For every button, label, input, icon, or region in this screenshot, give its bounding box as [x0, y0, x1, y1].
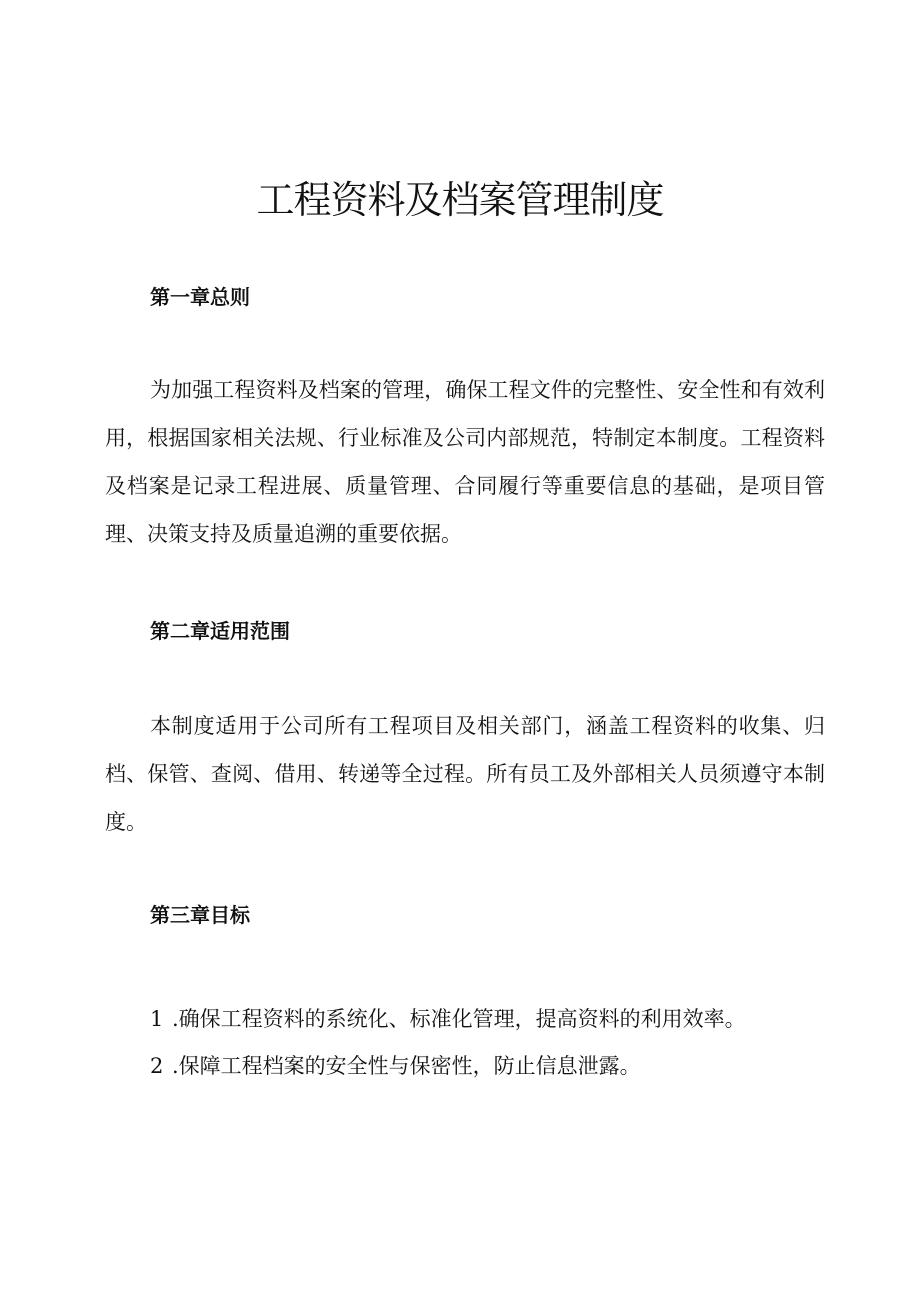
- chapter-1-paragraph: 为加强工程资料及档案的管理，确保工程文件的完整性、安全性和有效利用，根据国家相关法规、行业标准及公司内部规范，特制定本制度。工程资料及档案是记录工程进展、质量管理、合同履行等重要信息的基础，是项目管理、决策支持及质量追溯的重要依据。: [105, 378, 825, 546]
- list-item-number: 1: [150, 1007, 164, 1031]
- chapter-1-heading: 第一章总则: [150, 285, 250, 309]
- chapter-3-heading: 第三章目标: [150, 903, 250, 927]
- document-title: 工程资料及档案管理制度: [256, 178, 664, 222]
- list-item-text: .保障工程档案的安全性与保密性，防止信息泄露。: [172, 1054, 641, 1078]
- list-item-text: .确保工程资料的系统化、标准化管理，提高资料的利用效率。: [172, 1007, 746, 1031]
- chapter-2-paragraph: 本制度适用于公司所有工程项目及相关部门，涵盖工程资料的收集、归档、保管、查阅、借用、转递等全过程。所有员工及外部相关人员须遵守本制度。: [105, 714, 825, 834]
- list-item: [150, 995, 746, 1043]
- list-item: [150, 1042, 641, 1090]
- list-item-number: 2: [150, 1054, 164, 1078]
- chapter-2-heading: 第二章适用范围: [150, 619, 290, 643]
